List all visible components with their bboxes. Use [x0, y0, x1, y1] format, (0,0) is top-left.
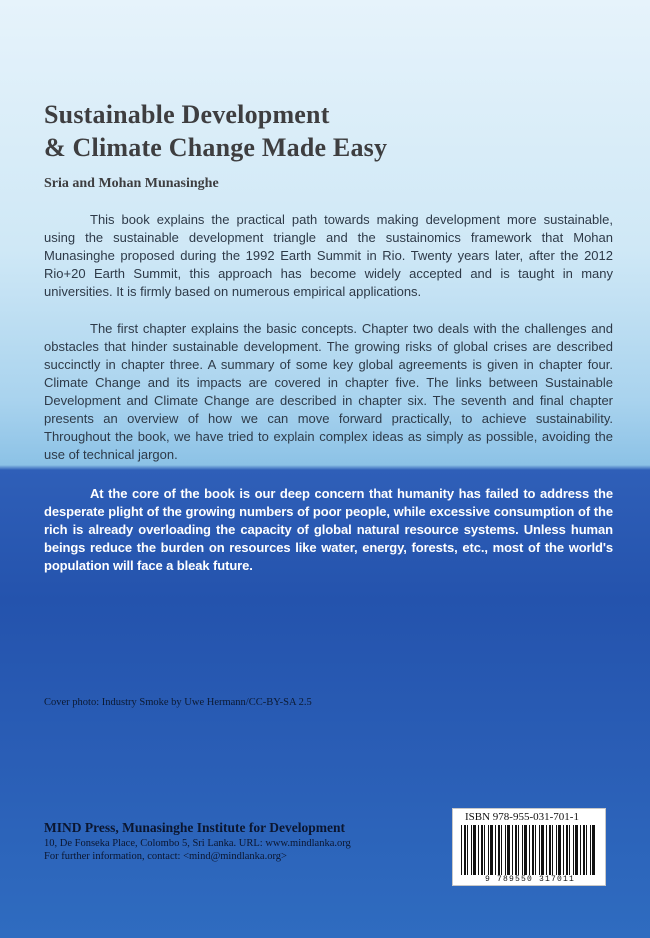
publisher-name: MIND Press, Munasinghe Institute for Development [44, 820, 345, 835]
barcode-bars [461, 825, 597, 875]
title-line-2: & Climate Change Made Easy [44, 133, 388, 162]
barcode-digits: 9 789550 317011 [484, 875, 575, 884]
photo-credit: Cover photo: Industry Smoke by Uwe Hermann/CC-BY-SA 2.5 [44, 697, 312, 708]
isbn-barcode [452, 808, 606, 886]
intro-paragraph: This book explains the practical path towards making development more sustainable, using the sustainable development triangle and the sustainomics framework that Mohan Munasinghe proposed during the 1992 Earth Summit in Rio. Twenty years later, after the 2012 Rio+20 Earth Summit, this approach has become widely accepted and is taught in many universities. It is firmly based on numerous empirical applications. [44, 212, 613, 299]
authors: Sria and Mohan Munasinghe [44, 176, 219, 191]
concern-paragraph: At the core of the book is our deep concern that humanity has failed to address the desperate plight of the growing numbers of poor people, while excessive consumption of the rich is already overloading the capacity of global natural resource systems. Unless human beings reduce the burden on resources like water, energy, forests, etc., most of the world's population will face a bleak future. [44, 486, 613, 573]
publisher-contact: For further information, contact: <mind@mindlanka.org> [44, 851, 287, 862]
publisher-address: 10, De Fonseka Place, Colombo 5, Sri Lanka. URL: www.mindlanka.org [44, 838, 351, 849]
book-title [44, 98, 604, 164]
chapters-paragraph: The first chapter explains the basic concepts. Chapter two deals with the challenges and obstacles that hinder sustainable development. The growing risks of global crises are described succinctly in chapter three. A summary of some key global agreements is given in chapter four. Climate Change and its impacts are covered in chapter five. The links between Sustainable Development and Climate Change are described in chapter six. The seventh and final chapter presents an overview of how we can move forward practically, to achieve sustainability. Throughout the book, we have tried to explain complex ideas as simply as possible, avoiding the use of technical jargon. [44, 321, 613, 462]
title-line-1: Sustainable Development [44, 100, 330, 129]
isbn-label: ISBN 978-955-031-701-1 [465, 811, 579, 823]
